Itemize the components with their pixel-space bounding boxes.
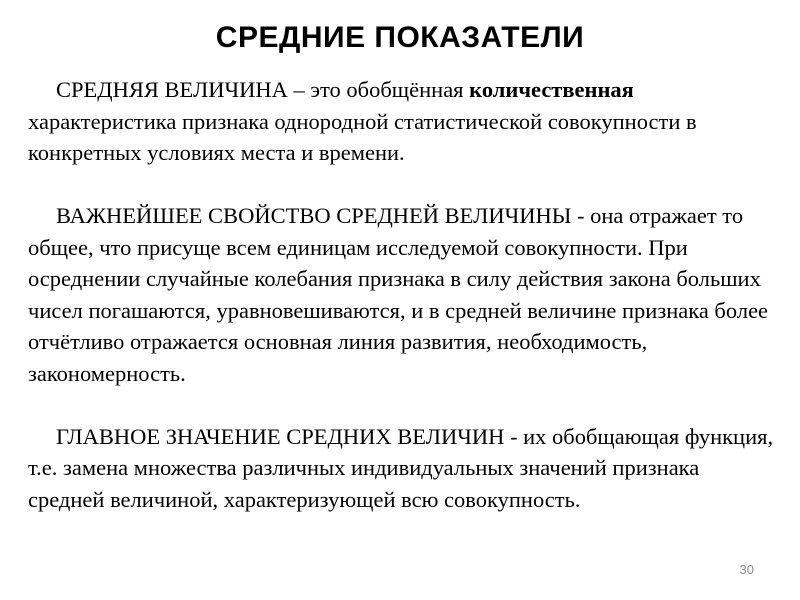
slide-title: СРЕДНИЕ ПОКАЗАТЕЛИ (215, 21, 585, 54)
page-number: 30 (739, 562, 754, 577)
paragraph-key-property (28, 200, 780, 389)
definition-bold-term: количественная (469, 77, 634, 102)
definition-text-start: СРЕДНЯЯ ВЕЛИЧИНА – это обобщённая (56, 77, 470, 102)
slide-body (28, 74, 780, 515)
paragraph-definition (28, 74, 780, 169)
main-meaning-text: ГЛАВНОЕ ЗНАЧЕНИЕ СРЕДНИХ ВЕЛИЧИН - их обобщающая функция, т.е. замена множества различных индивидуальных значений признака средней величиной, характеризующей всю совокупность. (28, 423, 774, 512)
definition-text-end: характеристика признака однородной статистической совокупности в конкретных условиях места и времени. (28, 108, 697, 165)
key-property-text: ВАЖНЕЙШЕЕ СВОЙСТВО СРЕДНЕЙ ВЕЛИЧИНЫ - она отражает то общее, что присуще всем единицам исследуемой совокупности. При осреднении случайные колебания признака в силу действия закона больших чисел погашаются, уравновешиваются, и в средней величине признака более отчётливо отражается основная линия развития, необходимость, закономерность. (28, 203, 769, 386)
paragraph-main-meaning (28, 421, 780, 516)
